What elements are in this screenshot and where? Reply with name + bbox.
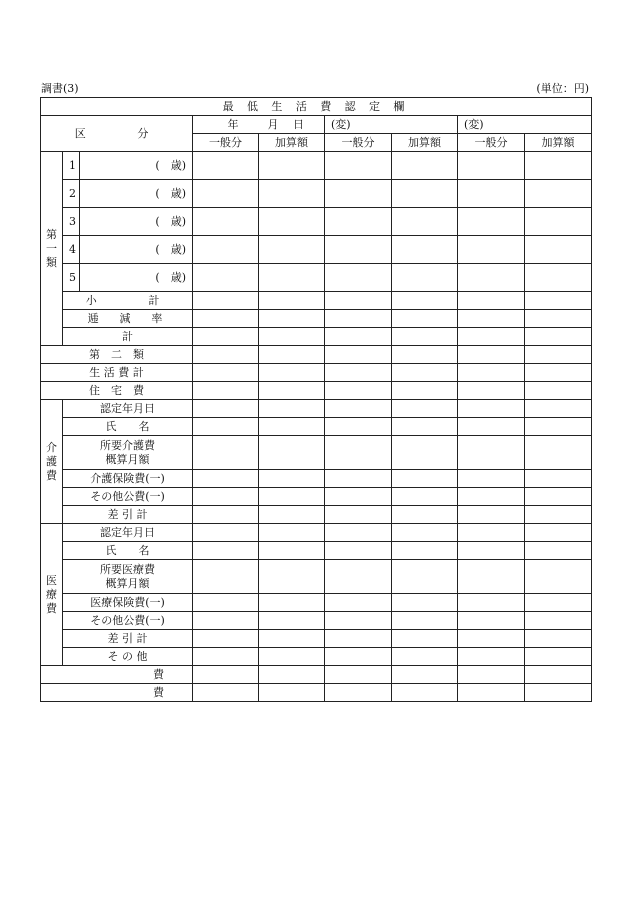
member-number: 5 (63, 264, 80, 292)
iryo-insurance: 医療保険費(一) (63, 594, 193, 612)
iryo-net-total: 差 引 計 (63, 630, 193, 648)
footer-row-2: 費 (41, 684, 193, 702)
minimum-living-cost-table (40, 97, 592, 702)
decrement-rate-label: 逓 減 率 (63, 310, 193, 328)
subcol-general: 一般分 (458, 134, 525, 152)
change-header-2: (変) (458, 116, 592, 134)
kaigo-net-total: 差 引 計 (63, 506, 193, 524)
member-number: 3 (63, 208, 80, 236)
total-label: 計 (63, 328, 193, 346)
member-age: ( 歳) (80, 180, 193, 208)
iryo-other: そ の 他 (63, 648, 193, 666)
subcol-addition: 加算額 (525, 134, 592, 152)
iryo-required-cost: 所要医療費 概算月額 (63, 560, 193, 594)
kaigo-insurance: 介護保険費(一) (63, 470, 193, 488)
subtotal-label: 小 計 (63, 292, 193, 310)
member-age: ( 歳) (80, 236, 193, 264)
subcol-addition: 加算額 (392, 134, 458, 152)
iryo-name: 氏 名 (63, 542, 193, 560)
member-number: 4 (63, 236, 80, 264)
subcol-general: 一般分 (193, 134, 259, 152)
housing-cost-label: 住 宅 費 (41, 382, 193, 400)
kaigo-required-cost: 所要介護費 概算月額 (63, 436, 193, 470)
kubun-header: 区 分 (41, 116, 193, 152)
subcol-general: 一般分 (325, 134, 392, 152)
change-header-1: (変) (325, 116, 458, 134)
member-age: ( 歳) (80, 152, 193, 180)
member-age: ( 歳) (80, 264, 193, 292)
dai-ni-rui-label: 第 二 類 (41, 346, 193, 364)
dai-ichi-rui-label: 第 一 類 (41, 152, 63, 346)
kaigo-other-public: その他公費(一) (63, 488, 193, 506)
kaigo-label: 介 護 費 (41, 400, 63, 524)
unit-label: (単位：円) (536, 82, 589, 95)
date-header: 年 月 日 (193, 116, 325, 134)
document-code: 調書(3) (41, 82, 79, 95)
kaigo-name: 氏 名 (63, 418, 193, 436)
table-title: 最 低 生 活 費 認 定 欄 (41, 98, 592, 116)
member-age: ( 歳) (80, 208, 193, 236)
iryo-label: 医 療 費 (41, 524, 63, 666)
subcol-addition: 加算額 (259, 134, 325, 152)
member-number: 2 (63, 180, 80, 208)
kaigo-cert-date: 認定年月日 (63, 400, 193, 418)
footer-row-1: 費 (41, 666, 193, 684)
iryo-cert-date: 認定年月日 (63, 524, 193, 542)
living-cost-total-label: 生 活 費 計 (41, 364, 193, 382)
member-number: 1 (63, 152, 80, 180)
iryo-other-public: その他公費(一) (63, 612, 193, 630)
